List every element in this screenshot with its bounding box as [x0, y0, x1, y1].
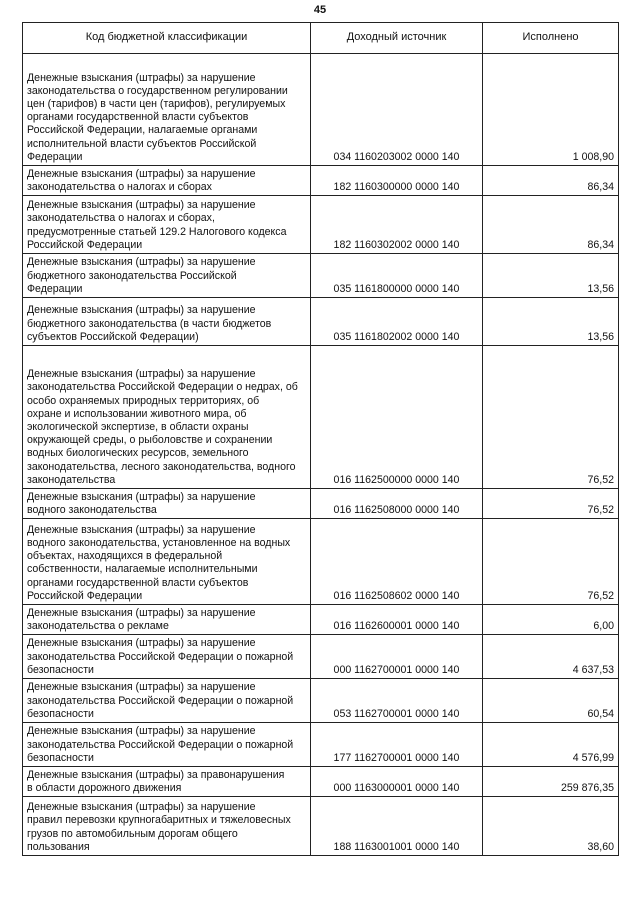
row-code: 016 1162508000 0000 140: [311, 489, 483, 519]
row-name: Денежные взыскания (штрафы) за нарушение законодательства о налогах и сборах: [23, 166, 311, 196]
row-code: 188 1163001001 0000 140: [311, 797, 483, 856]
table-row: [23, 489, 619, 519]
row-name: Денежные взыскания (штрафы) за нарушение водного законодательства, установленное на водных объектах, находящихся в федеральной собственности, налагаемые исполнительными органами государственной власти субъектов Российской Федерации: [23, 519, 311, 605]
row-name: Денежные взыскания (штрафы) за нарушение законодательства о налогах и сборах, предусмотренные статьей 129.2 Налогового кодекса Российской Федерации: [23, 196, 311, 254]
table-row: [23, 519, 619, 605]
row-code: 177 1162700001 0000 140: [311, 723, 483, 767]
row-code: 016 1162600001 0000 140: [311, 605, 483, 635]
table-row: [23, 635, 619, 679]
table-row: [23, 767, 619, 797]
row-amount: 38,60: [483, 797, 619, 856]
table-row: [23, 797, 619, 856]
row-code: 034 1160203002 0000 140: [311, 54, 483, 166]
row-name: Денежные взыскания (штрафы) за нарушение законодательства Российской Федерации о пожарной безопасности: [23, 723, 311, 767]
row-name: Денежные взыскания (штрафы) за нарушение законодательства о рекламе: [23, 605, 311, 635]
row-code: 182 1160300000 0000 140: [311, 166, 483, 196]
table-row: [23, 254, 619, 298]
row-code: 016 1162508602 0000 140: [311, 519, 483, 605]
row-amount: 76,52: [483, 519, 619, 605]
row-code: 000 1163000001 0000 140: [311, 767, 483, 797]
row-code: 000 1162700001 0000 140: [311, 635, 483, 679]
row-amount: 4 576,99: [483, 723, 619, 767]
row-amount: 76,52: [483, 346, 619, 489]
table-header-row: [23, 23, 619, 54]
row-amount: 86,34: [483, 196, 619, 254]
row-name: Денежные взыскания (штрафы) за нарушение бюджетного законодательства Российской Федерации: [23, 254, 311, 298]
row-name: Денежные взыскания (штрафы) за нарушение бюджетного законодательства (в части бюджетов субъектов Российской Федерации): [23, 298, 311, 346]
row-amount: 60,54: [483, 679, 619, 723]
row-amount: 86,34: [483, 166, 619, 196]
page-number: 45: [313, 4, 327, 16]
row-code: 182 1160302002 0000 140: [311, 196, 483, 254]
row-amount: 6,00: [483, 605, 619, 635]
row-amount: 13,56: [483, 254, 619, 298]
table-row: [23, 679, 619, 723]
row-amount: 4 637,53: [483, 635, 619, 679]
table-row: [23, 196, 619, 254]
table-row: [23, 723, 619, 767]
row-code: 016 1162500000 0000 140: [311, 346, 483, 489]
table-row: [23, 605, 619, 635]
row-name: Денежные взыскания (штрафы) за правонарушения в области дорожного движения: [23, 767, 311, 797]
row-code: 053 1162700001 0000 140: [311, 679, 483, 723]
row-amount: 76,52: [483, 489, 619, 519]
row-amount: 13,56: [483, 298, 619, 346]
table-row: [23, 54, 619, 166]
row-code: 035 1161802002 0000 140: [311, 298, 483, 346]
budget-table: [22, 22, 619, 856]
header-code: Код бюджетной классификации: [23, 23, 311, 54]
row-amount: 1 008,90: [483, 54, 619, 166]
table-row: [23, 298, 619, 346]
header-executed: Исполнено: [483, 23, 619, 54]
table-row: [23, 166, 619, 196]
row-name: Денежные взыскания (штрафы) за нарушение законодательства Российской Федерации о пожарной безопасности: [23, 635, 311, 679]
row-amount: 259 876,35: [483, 767, 619, 797]
row-name: Денежные взыскания (штрафы) за нарушение законодательства Российской Федерации о недрах, об особо охраняемых природных территориях, об охране и использовании животного мира, об экологической экспертизе, в области охраны окружающей среды, о рыболовстве и сохранении водных биологических ресурсов, земельного законодательства, лесного законодательства, водного законодательства: [23, 346, 311, 489]
row-name: Денежные взыскания (штрафы) за нарушение правил перевозки крупногабаритных и тяжеловесных грузов по автомобильным дорогам общего пользования: [23, 797, 311, 856]
table-row: [23, 346, 619, 489]
row-name: Денежные взыскания (штрафы) за нарушение законодательства Российской Федерации о пожарной безопасности: [23, 679, 311, 723]
header-source: Доходный источник: [311, 23, 483, 54]
row-name: Денежные взыскания (штрафы) за нарушение водного законодательства: [23, 489, 311, 519]
row-name: Денежные взыскания (штрафы) за нарушение законодательства о государственном регулировании цен (тарифов) в части цен (тарифов), регулируемых органами государственной власти субъектов Российской Федерации, налагаемые органами исполнительной власти субъектов Российской Федерации: [23, 54, 311, 166]
row-code: 035 1161800000 0000 140: [311, 254, 483, 298]
